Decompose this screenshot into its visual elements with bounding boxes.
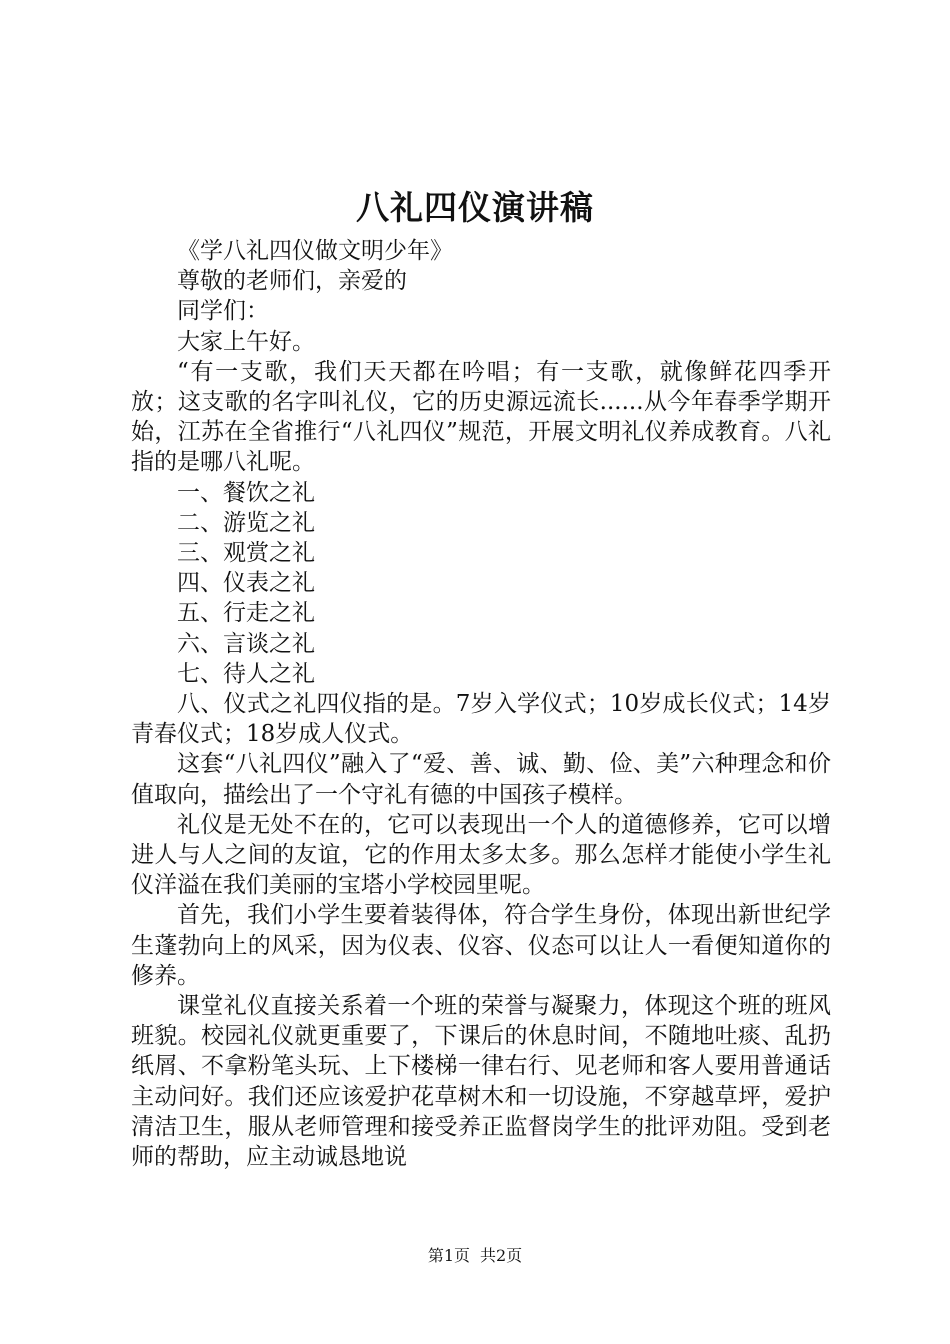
list-item: 四、仪表之礼 xyxy=(177,570,315,597)
page-total: 共2页 xyxy=(480,1246,523,1265)
paragraph: 大家上午好。 xyxy=(177,328,315,355)
paragraph: 这套“八礼四仪”融入了“爱、善、诚、勤、俭、美”六种理念和价值取向，描绘出了一个守礼有德的中国孩子模样。 xyxy=(131,751,831,808)
paragraph: 课堂礼仪直接关系着一个班的荣誉与凝聚力，体现这个班的班风班貌。校园礼仪就更重要了，下课后的休息时间，不随地吐痰、乱扔纸屑、不拿粉笔头玩、上下楼梯一律右行、见老师和客人要用普通话主动问好。我们还应该爱护花草树木和一切设施，不穿越草坪，爱护清洁卫生，服从老师管理和接受养正监督岗学生的批评劝阻。受到老师的帮助，应主动诚恳地说 xyxy=(131,993,831,1171)
list-item: 一、餐饮之礼 xyxy=(177,479,315,506)
paragraph: 礼仪是无处不在的，它可以表现出一个人的道德修养，它可以增进人与人之间的友谊，它的作用太多太多。那么怎样才能使小学生礼仪洋溢在我们美丽的宝塔小学校园里呢。 xyxy=(131,811,831,899)
paragraph: 尊敬的老师们，亲爱的 xyxy=(177,268,407,295)
paragraph: 《学八礼四仪做文明少年》 xyxy=(177,238,453,264)
paragraph: 首先，我们小学生要着装得体，符合学生身份，体现出新世纪学生蓬勃向上的风采，因为仪表、仪容、仪态可以让人一看便知道你的修养。 xyxy=(131,902,831,989)
page-number: 第1页 xyxy=(427,1246,470,1265)
list-item: 三、观赏之礼 xyxy=(177,540,315,567)
list-item: 七、待人之礼 xyxy=(177,660,315,687)
list-item: 六、言谈之礼 xyxy=(177,630,315,657)
list-item: 二、游览之礼 xyxy=(177,509,315,536)
paragraph: 同学们： xyxy=(177,298,269,325)
document-title: 八礼四仪演讲稿 xyxy=(356,188,594,227)
paragraph: 八、仪式之礼四仪指的是。7岁入学仪式；10岁成长仪式；14岁青春仪式；18岁成人仪式。 xyxy=(131,691,831,748)
paragraph: “有一支歌，我们天天都在吟唱；有一支歌，就像鲜花四季开放；这支歌的名字叫礼仪，它的历史源远流长......从今年春季学期开始，江苏在全省推行“八礼四仪”规范，开展文明礼仪养成教育。八礼指的是哪八礼呢。 xyxy=(131,358,831,476)
page-footer xyxy=(0,1246,950,1266)
list-item: 五、行走之礼 xyxy=(177,600,315,627)
document-body xyxy=(131,236,831,1172)
